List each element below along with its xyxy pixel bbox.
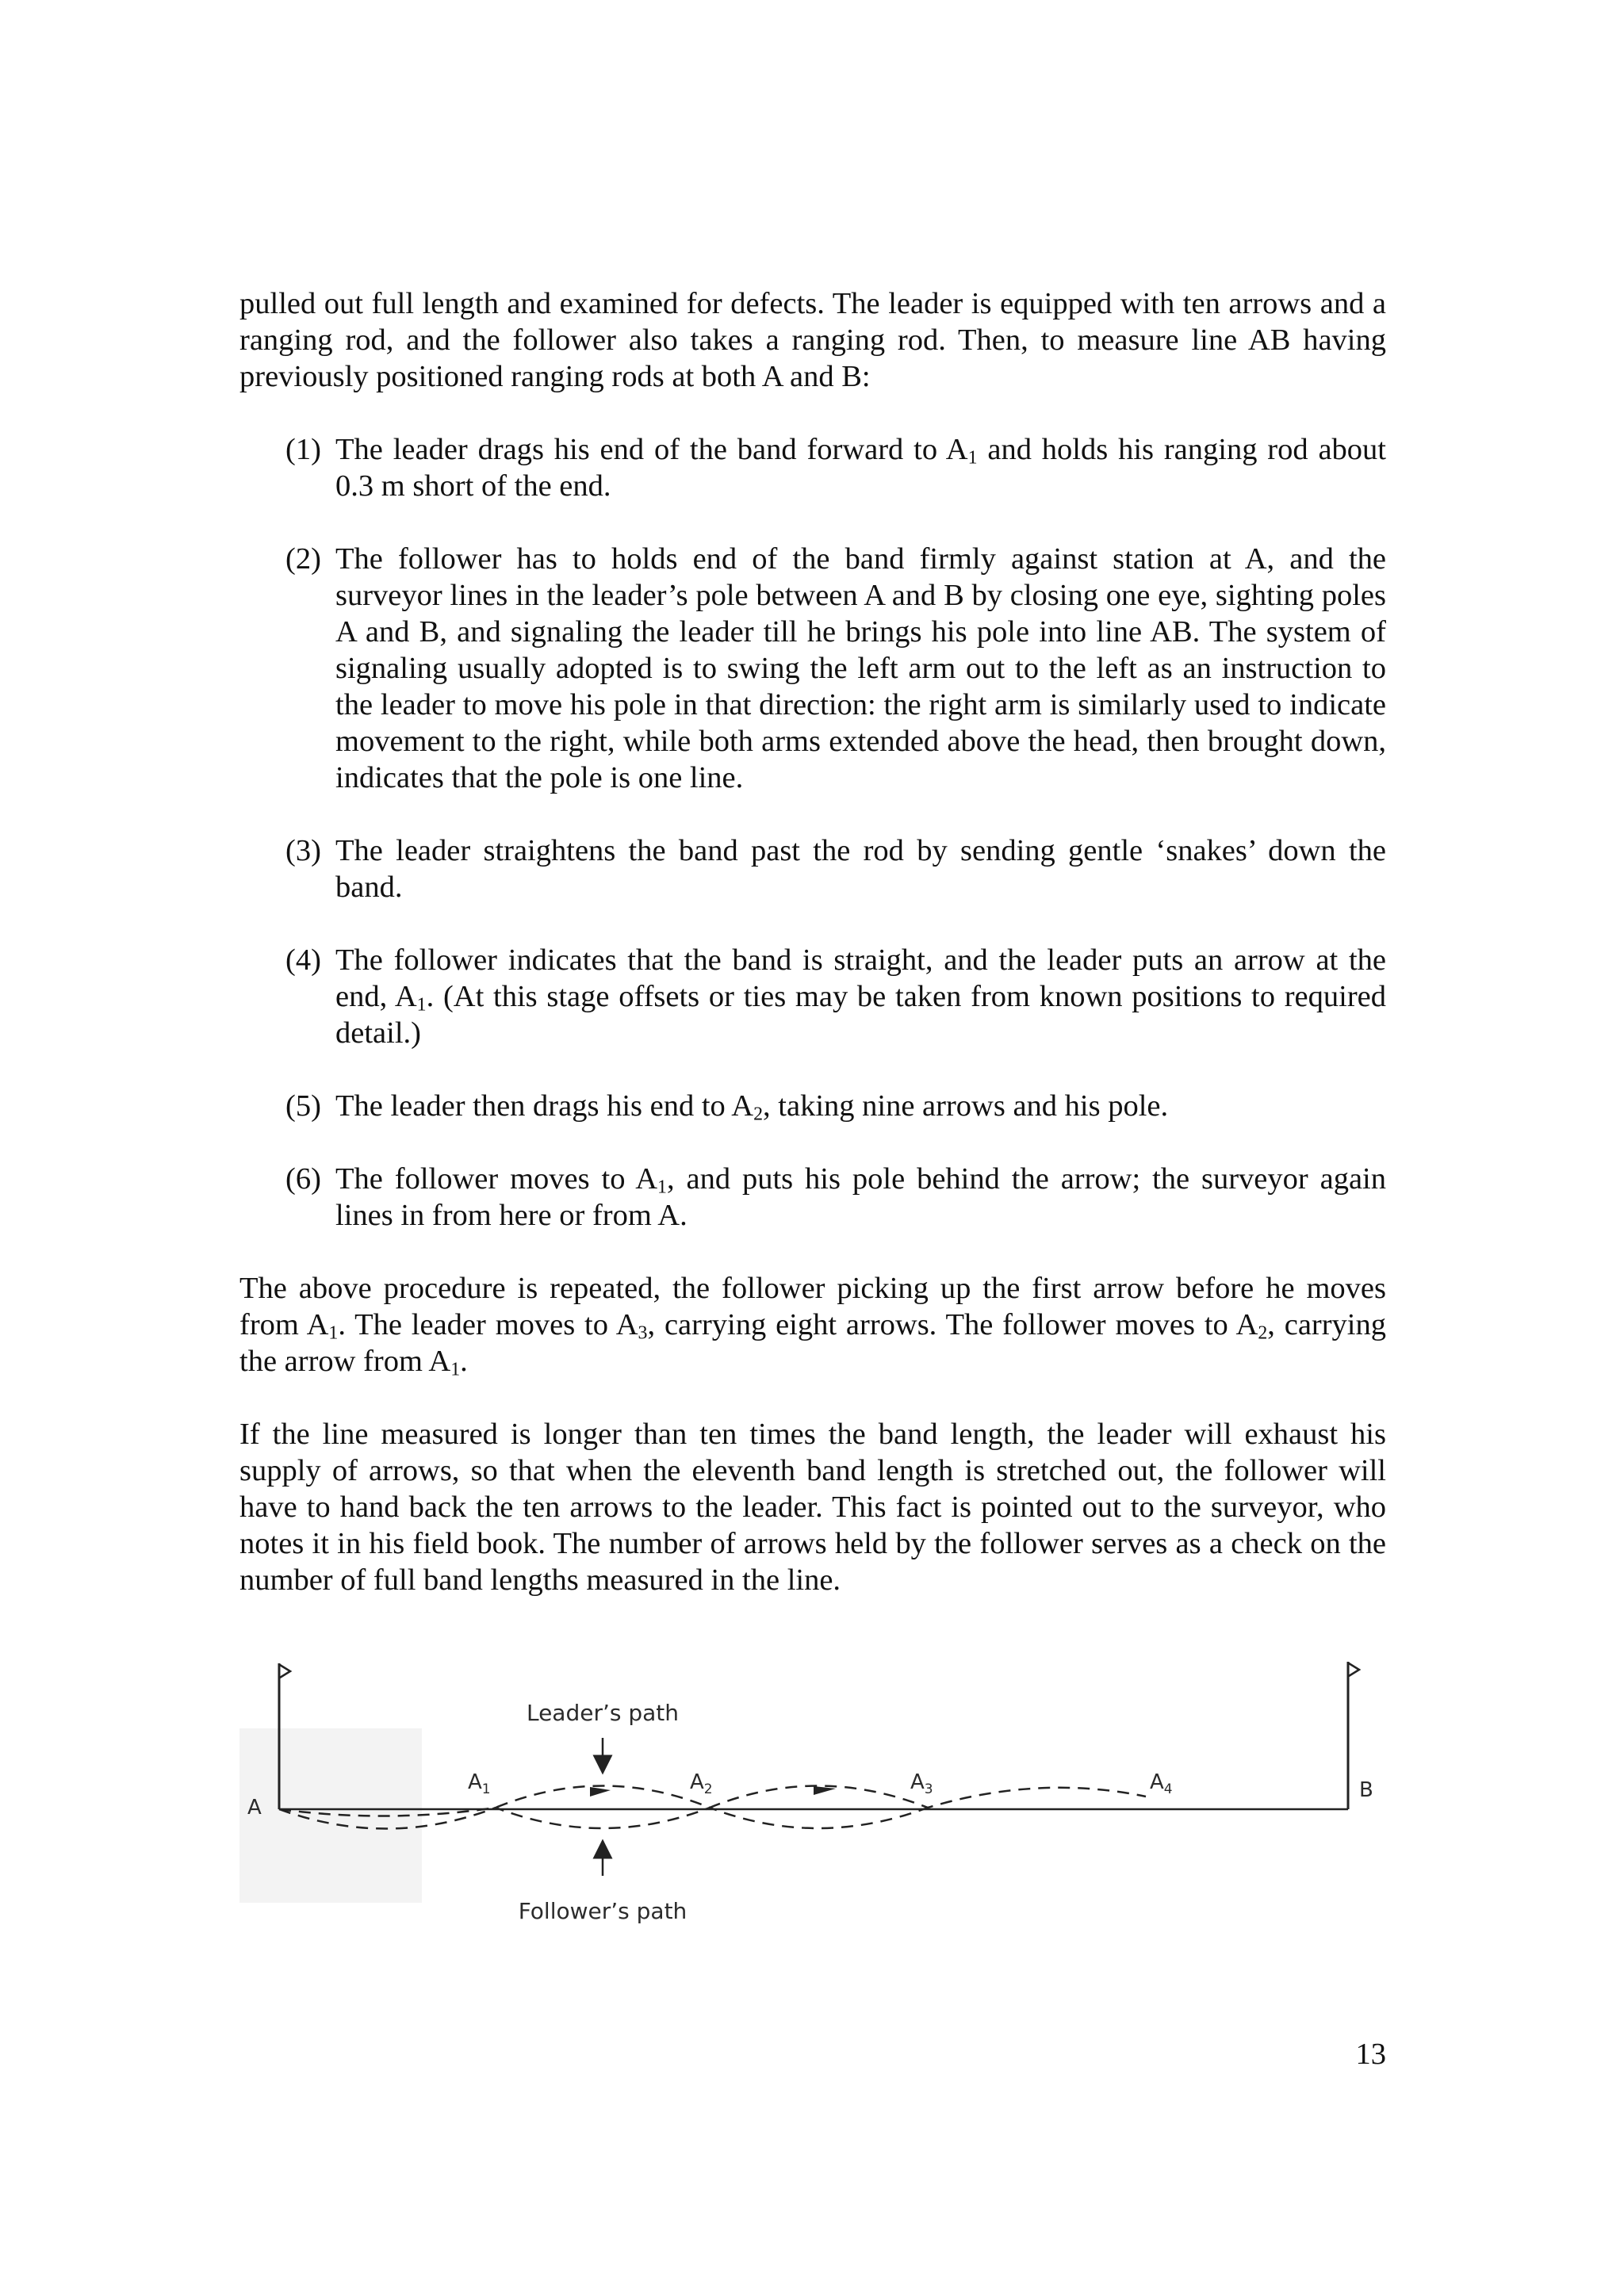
step-text: The follower moves to A: [335, 1162, 658, 1196]
page-number: 13: [1355, 2038, 1386, 2071]
direction-arrow-icon: [590, 1787, 611, 1797]
procedure-steps: [239, 431, 1386, 1234]
chaining-diagram-svg: [0, 1641, 1624, 1934]
point-a3-label: $A_3$: [910, 1770, 933, 1797]
step-6: [239, 1161, 1386, 1234]
chaining-diagram: [0, 1641, 1624, 1934]
step-number: (5): [285, 1089, 321, 1123]
step-text: , taking nine arrows and his pole.: [763, 1089, 1169, 1123]
step-1: [239, 431, 1386, 504]
point-a4-label: $A_4$: [1150, 1770, 1173, 1797]
page-content: [239, 285, 1386, 1598]
step-number: (3): [285, 834, 321, 867]
step-text: and holds his ranging rod about 0.3 m short of the end.: [335, 433, 1386, 503]
subscript: 2: [753, 1104, 764, 1125]
scan-smudge: [239, 1728, 422, 1903]
subscript: 2: [1258, 1322, 1268, 1344]
paragraph-text: .: [460, 1345, 468, 1378]
step-text: The leader straightens the band past the rod by sending gentle ‘snakes’ down the band.: [335, 834, 1386, 904]
subscript: 1: [416, 994, 427, 1016]
point-a2-label: $A_2$: [690, 1770, 713, 1797]
point-b-label: B: [1359, 1778, 1373, 1802]
procedure-repeat-paragraph: [239, 1270, 1386, 1380]
intro-paragraph: pulled out full length and examined for defects. The leader is equipped with ten arrows and a ranging rod, and the follower also takes a ranging rod. Then, to measure line AB having previously positioned ranging rods at both A and B:: [239, 287, 1386, 393]
follower-path-label: Follower’s path: [518, 1898, 688, 1924]
step-text: , and puts his pole behind the arrow; the surveyor again lines in from here or from A.: [335, 1162, 1386, 1232]
step-text: . (At this stage offsets or ties may be taken from known positions to required detail.): [335, 980, 1386, 1050]
step-text: The follower has to holds end of the band firmly against station at A, and the surveyor lines in the leader’s pole between A and B by closing one eye, sighting poles A and B, and signaling the leader till he brings his pole into line AB. The system of signaling usually adopted is to swing the left arm out to the left as an instruction to the leader to move his pole in that direction: the right arm is similarly used to indicate movement to the right, while both arms extended above the head, then brought down, indicates that the pole is one line.: [335, 542, 1386, 794]
step-3: [239, 832, 1386, 905]
step-5: [239, 1088, 1386, 1124]
paragraph-text: If the line measured is longer than ten times the band length, the leader will exhaust his supply of arrows, so that when the eleventh band length is stretched out, the follower will have to hand back the ten arrows to the leader. This fact is pointed out to the surveyor, who notes it in his field book. The number of arrows held by the follower serves as a check on the number of full band lengths measured in the line.: [239, 1418, 1386, 1597]
step-number: (6): [285, 1162, 321, 1196]
paragraph-text: , carrying the arrow from A: [239, 1308, 1386, 1378]
direction-arrow-icon: [814, 1786, 836, 1795]
rod-flag-a-icon: [280, 1665, 290, 1678]
point-a-label: A: [247, 1796, 262, 1820]
step-number: (2): [285, 542, 321, 576]
step-2: [239, 541, 1386, 796]
step-number: (1): [285, 433, 321, 466]
point-a1-label: $A_1$: [468, 1770, 491, 1797]
subscript: 1: [450, 1359, 461, 1380]
subscript: 1: [967, 447, 978, 469]
paragraph-text: . The leader moves to A: [338, 1308, 638, 1341]
step-number: (4): [285, 943, 321, 977]
step-text: The follower indicates that the band is straight, and the leader puts an arrow at the end, A: [335, 943, 1386, 1013]
step-4: [239, 942, 1386, 1051]
subscript: 3: [638, 1322, 648, 1344]
long-line-paragraph: [239, 1416, 1386, 1598]
step-text: The leader drags his end of the band forward to A: [335, 433, 968, 466]
subscript: 1: [328, 1322, 339, 1344]
leader-path-label: Leader’s path: [526, 1700, 680, 1726]
step-text: The leader then drags his end to A: [335, 1089, 754, 1123]
subscript: 1: [657, 1177, 667, 1198]
rod-flag-b-icon: [1349, 1663, 1359, 1676]
paragraph-text: The above procedure is repeated, the follower picking up the first arrow before he moves from A: [239, 1272, 1386, 1341]
paragraph-text: , carrying eight arrows. The follower moves to A: [647, 1308, 1258, 1341]
